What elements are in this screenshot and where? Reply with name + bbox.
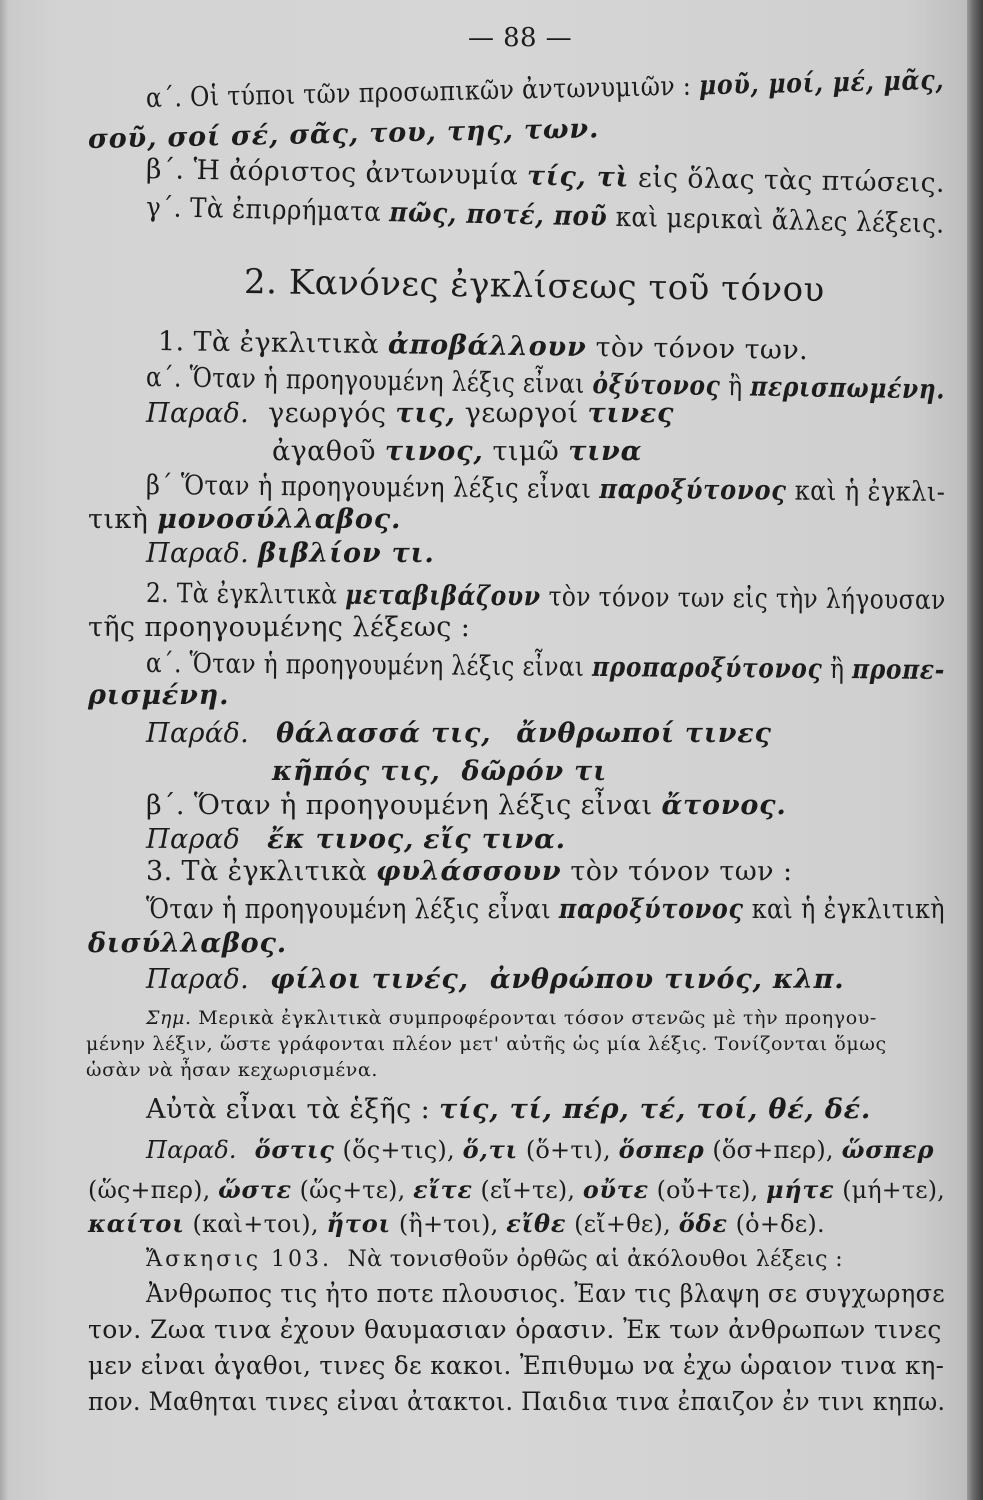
rule-1-b-cont: τικὴ μονοσύλλαβος. <box>88 504 402 535</box>
rule-3-condition: Ὅταν ἡ προηγουμένη λέξις εἶναι παροξύτονος καὶ ἡ ἐγκλιτικὴ <box>146 894 945 925</box>
intro-item-a-cont: σοῦ, σοί σέ, σᾶς, του, της, των. <box>87 113 600 155</box>
rule-3-example: Παραδ. φίλοι τινές, ἀνθρώπου τινός, κλπ. <box>146 964 845 995</box>
exercise-line-3: μεν εἰναι ἀγαθοι, τινες δε κακοι. Ἐπιθυμω να ἐχω ὡραιον τινα κη- <box>88 1351 945 1380</box>
intro-item-c: γ΄. Τὰ ἐπιρρήματα πῶς, ποτέ, ποῦ καὶ μερικαὶ ἄλλες λέξεις. <box>145 192 945 240</box>
exercise-line-1: Ἀνθρωπος τις ἠτο ποτε πλουσιος. Ἐαν τις βλαψη σε συγχωρησε <box>146 1279 946 1308</box>
compounds-example-line-3: καίτοι (καὶ+τοι), ἤτοι (ἢ+τοι), εἴθε (εἴ+θε), ὅδε (ὁ+δε). <box>88 1209 825 1238</box>
page-number: — 88 — <box>468 23 573 53</box>
section-title: 2. Κανόνες ἐγκλίσεως τοῦ τόνου <box>243 262 826 311</box>
rule-3-condition-cont: δισύλλαβος. <box>88 928 287 959</box>
compounds-list: Αὐτὰ εἶναι τὰ ἑξῆς : τίς, τί, πέρ, τέ, τοί, θέ, δέ. <box>146 1094 872 1125</box>
exercise-line-2: τον. Ζωα τινα ἐχουν θαυμασιαν ὁρασιν. Ἐκ των ἀνθρωπων τινες <box>88 1315 942 1344</box>
intro-item-b: β΄. Ἡ ἀόριστος ἀντωνυμία τίς, τὶ εἰς ὅλας τὰς πτώσεις. <box>145 154 946 199</box>
compounds-example-line-2: (ὥς+περ), ὥστε (ὥς+τε), εἴτε (εἴ+τε), οὔτε (οὔ+τε), μήτε (μή+τε), <box>88 1175 945 1204</box>
note-line-1: Σημ. Μερικὰ ἐγκλιτικὰ συμπροφέρονται τόσον στενῶς μὲ τὴν προηγου- <box>146 1007 877 1029</box>
rule-2-cont: τῆς προηγουμένης λέξεως : <box>88 612 471 643</box>
rule-2-a: α΄. Ὅταν ἡ προηγουμένη λέξις εἶναι προπαροξύτονος ἢ προπε- <box>145 648 946 686</box>
rule-1: 1. Τὰ ἐγκλιτικὰ ἀποβάλλουν τὸν τόνον των. <box>157 326 809 367</box>
rule-1-a: α΄. Ὅταν ἡ προηγουμένη λέξις εἶναι ὀξύτονος ἢ περισπωμένη. <box>145 362 946 406</box>
rule-2-example-2: κῆπός τις, δῶρόν τι <box>272 756 607 787</box>
rule-2-example-3: Παραδ ἔκ τινος, εἴς τινα. <box>146 824 566 855</box>
rule-1-example-1: Παραδ. γεωργός τις, γεωργοί τινες <box>146 398 675 429</box>
rule-2-a-cont: ρισμένη. <box>88 680 230 711</box>
rule-3: 3. Τὰ ἐγκλιτικὰ φυλάσσουν τὸν τόνον των : <box>146 856 793 887</box>
note-line-3: ὡσὰν νὰ ἦσαν κεχωρισμένα. <box>86 1059 379 1081</box>
compounds-example-line-1: Παραδ. ὅστις (ὅς+τις), ὅ,τι (ὅ+τι), ὅσπερ (ὅσ+περ), ὥσπερ <box>146 1135 935 1164</box>
intro-item-a: α΄. Οἱ τύποι τῶν προσωπικῶν ἀντωνυμιῶν : μοῦ, μοί, μέ, μᾶς, <box>145 64 945 114</box>
page-left-edge <box>0 0 8 1500</box>
exercise-line-4: πον. Μαθηται τινες εἰναι ἀτακτοι. Παιδια τινα ἐπαιζον ἐν τινι κηπω. <box>88 1387 946 1416</box>
page-binding-shadow <box>967 0 983 1500</box>
rule-1-example-3: Παραδ. βιβλίον τι. <box>146 538 435 569</box>
rule-2-example-1: Παράδ. θάλασσά τις, ἄνθρωποί τινες <box>146 718 772 749</box>
note-line-2: μένην λέξιν, ὥστε γράφονται πλέον μετ' αὐτῆς ὡς μία λέξις. Τονίζονται ὅμως <box>86 1033 887 1055</box>
rule-1-b: β΄ Ὅταν ἡ προηγουμένη λέξις εἶναι παροξύτονος καὶ ἡ ἐγκλι- <box>145 470 946 508</box>
exercise-header: Ἄσκησις 103. Νὰ τονισθοῦν ὀρθῶς αἱ ἀκόλουθοι λέξεις : <box>146 1247 844 1272</box>
rule-2: 2. Τὰ ἐγκλιτικὰ μεταβιβάζουν τὸν τόνον των εἰς τὴν λήγουσαν <box>145 578 946 616</box>
rule-2-b: β΄. Ὅταν ἡ προηγουμένη λέξις εἶναι ἄτονος. <box>146 790 787 821</box>
rule-1-example-2: ἀγαθοῦ τινος, τιμῶ τινα <box>272 436 643 467</box>
